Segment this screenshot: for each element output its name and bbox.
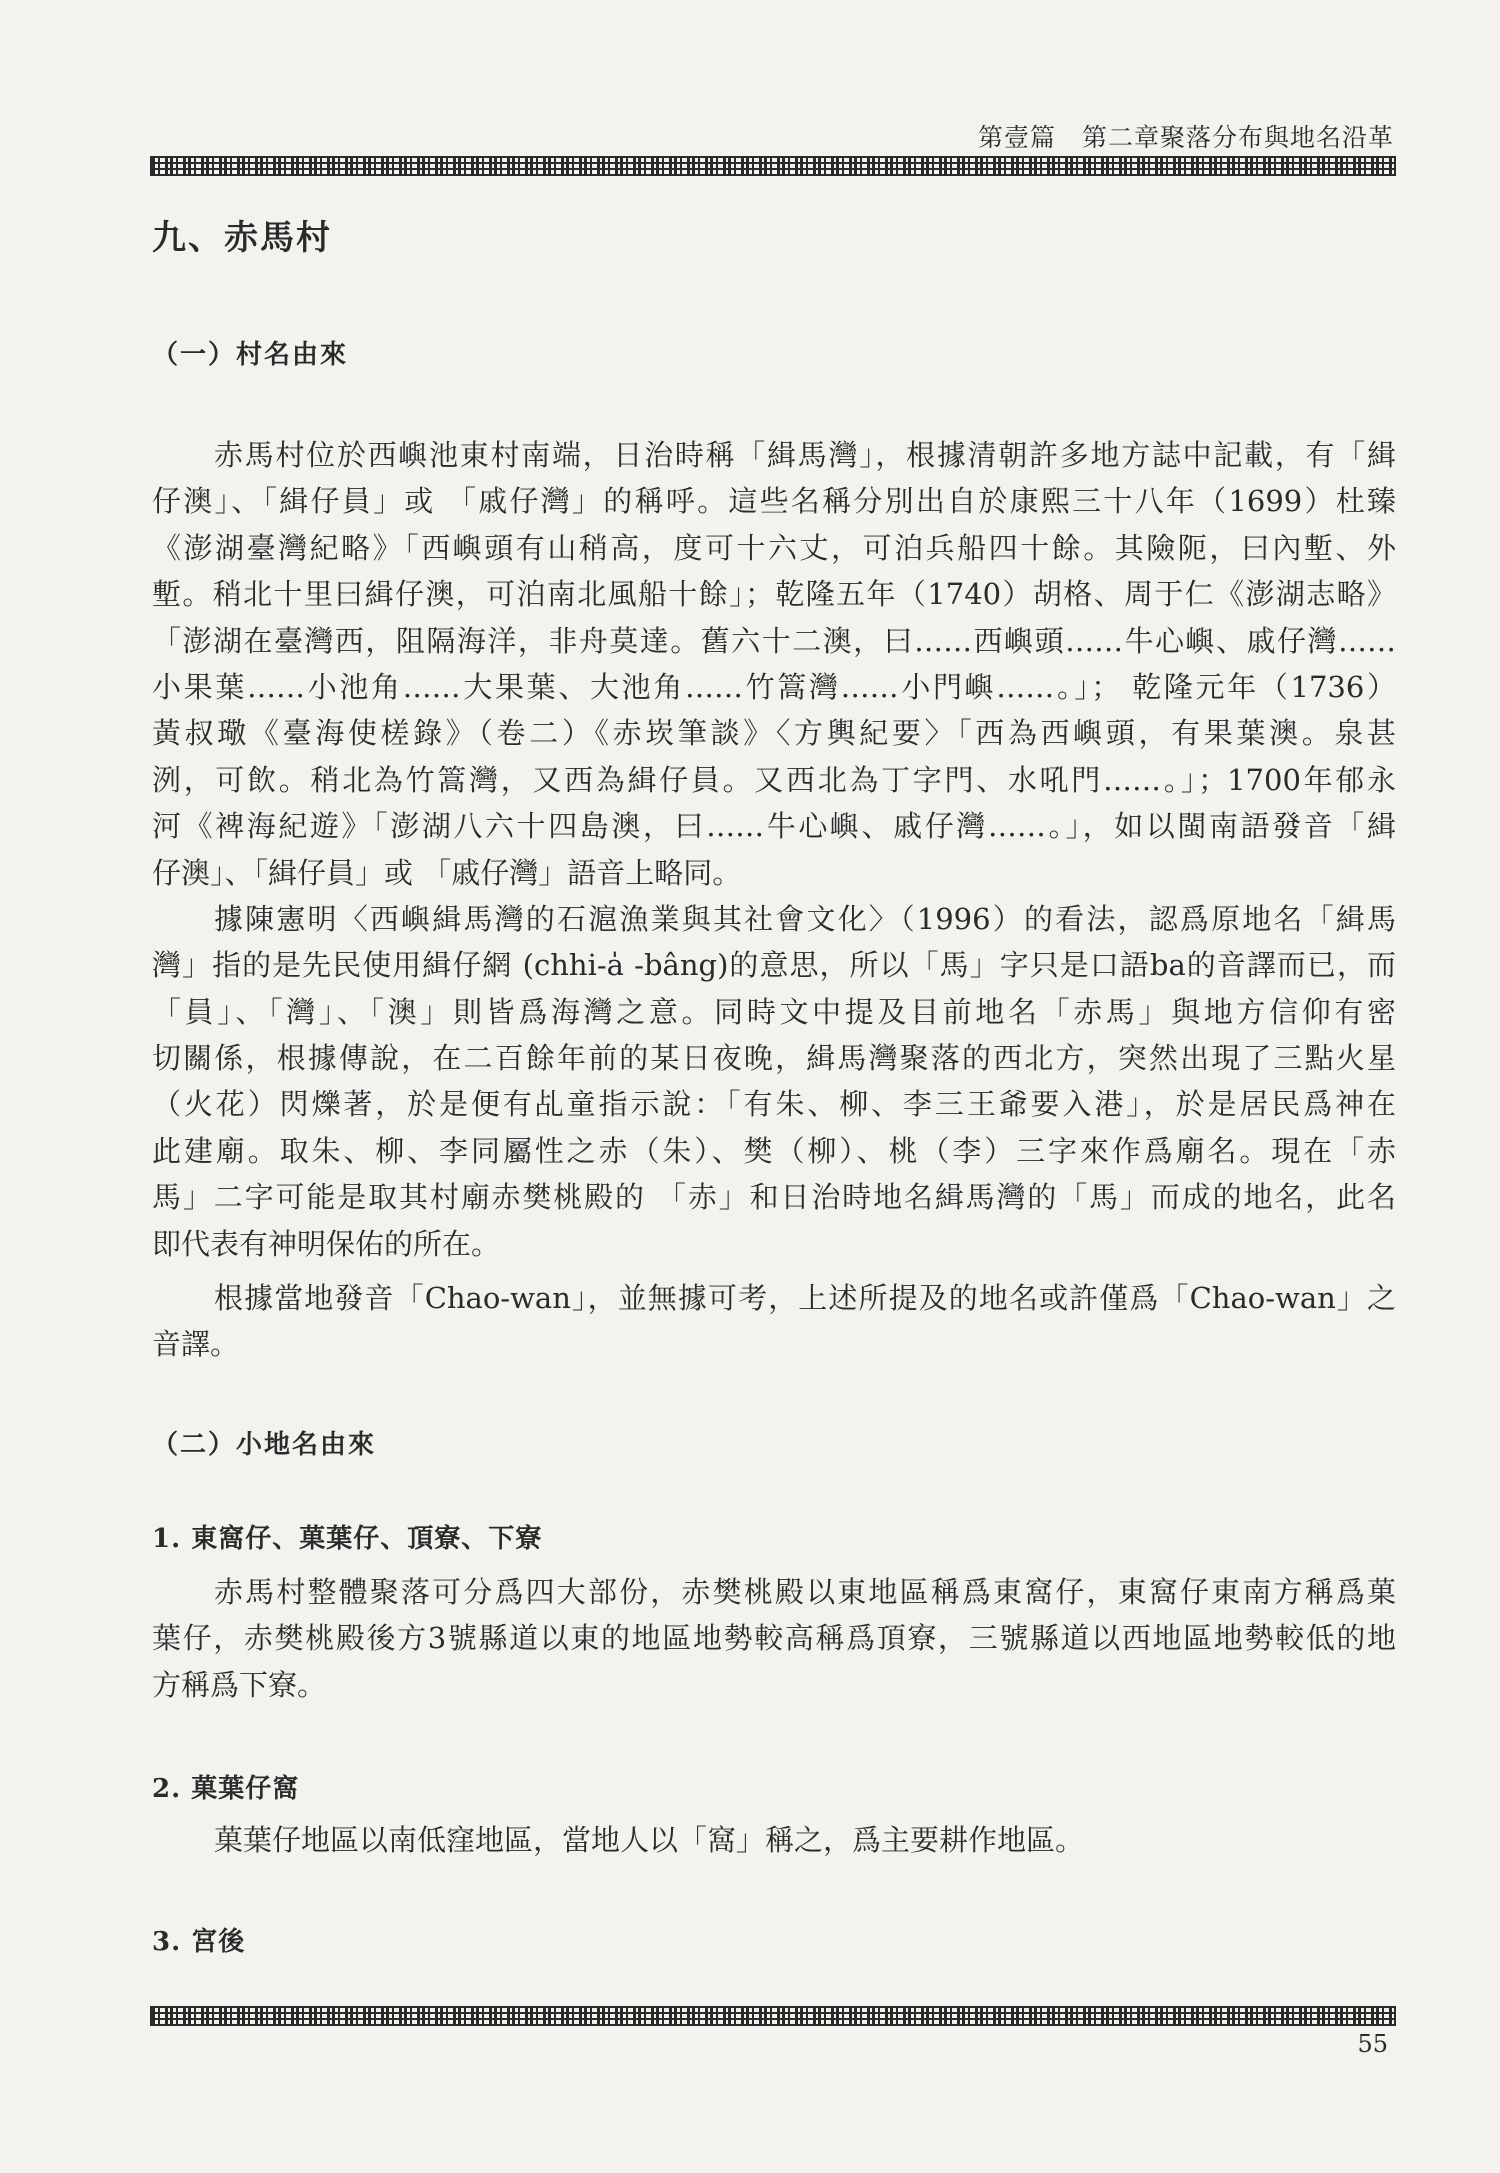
text-line: 赤馬村整體聚落可分爲四大部份，赤樊桃殿以東地區稱爲東窩仔，東窩仔東南方稱爲菓 <box>214 1575 1396 1609</box>
page-number: 55 <box>1357 2030 1388 2058</box>
text-line: 仔澳」、「緝仔員」或 「戚仔灣」語音上略同。 <box>152 855 742 890</box>
subheading-village-name-origin: （一）村名由來 <box>152 340 349 370</box>
text-line: 河《裨海紀遊》「澎湖八六十四島澳，曰……牛心嶼、戚仔灣……。」，如以閩南語發音「緝 <box>152 809 1396 844</box>
text-line: 此建廟。取朱、柳、李同屬性之赤（朱）、樊（柳）、桃（李）三字來作爲廟名。現在「赤 <box>152 1133 1396 1168</box>
item-paragraph <box>152 1569 1396 1708</box>
text-line: 據陳憲明〈西嶼緝馬灣的石滬漁業與其社會文化〉（1996）的看法，認爲原地名「緝馬 <box>214 901 1396 936</box>
text-line: 塹。稍北十里曰緝仔澳，可泊南北風船十餘」；乾隆五年（1740）胡格、周于仁《澎湖志略》 <box>152 577 1396 612</box>
greek-key-border-top <box>150 156 1396 176</box>
text-line: 馬」二字可能是取其村廟赤樊桃殿的 「赤」和日治時地名緝馬灣的「馬」而成的地名，此名 <box>152 1180 1396 1215</box>
running-head: 第壹篇 第二章聚落分布與地名沿革 <box>977 123 1394 152</box>
text-line: 洌，可飲。稍北為竹篙灣，又西為緝仔員。又西北為丁字門、水吼門……。」；1700年郁永 <box>152 762 1396 797</box>
item-heading: 2. 菓葉仔窩 <box>152 1774 300 1804</box>
paragraph-3 <box>152 1275 1396 1368</box>
text-line: 切關係，根據傳說，在二百餘年前的某日夜晚，緝馬灣聚落的西北方，突然出現了三點火星 <box>152 1041 1396 1076</box>
paragraph-1 <box>152 432 1396 1267</box>
item-heading: 3. 宮後 <box>152 1927 246 1957</box>
text-line: （火花）閃爍著，於是便有乩童指示說：「有朱、柳、李三王爺要入港」，於是居民爲神在 <box>152 1087 1396 1122</box>
text-line: 「員」、「灣」、「澳」則皆爲海灣之意。同時文中提及目前地名「赤馬」與地方信仰有密 <box>152 994 1396 1029</box>
text-line: 方稱爲下寮。 <box>152 1667 327 1702</box>
text-line: 灣」指的是先民使用緝仔網 (chhi-a̍ -bâng)的意思，所以「馬」字只是口語ba的音譯而已，而 <box>152 948 1396 983</box>
text-line: 小果葉……小池角……大果葉、大池角……竹篙灣……小門嶼……。」； 乾隆元年（1736） <box>152 669 1396 704</box>
greek-key-border-bottom <box>150 2006 1396 2026</box>
subheading-local-place-names: （二）小地名由來 <box>152 1430 377 1460</box>
text-line: 赤馬村位於西嶼池東村南端，日治時稱「緝馬灣」，根據清朝許多地方誌中記載，有「緝 <box>214 438 1396 472</box>
text-line: 仔澳」、「緝仔員」或 「戚仔灣」的稱呼。這些名稱分別出自於康熙三十八年（1699）杜臻 <box>152 484 1396 519</box>
text-line: 菓葉仔地區以南低窪地區，當地人以「窩」稱之，爲主要耕作地區。 <box>214 1823 1085 1857</box>
item-paragraph <box>152 1817 1396 1863</box>
section-title: 九、赤馬村 <box>152 218 332 258</box>
text-line: 葉仔，赤樊桃殿後方3號縣道以東的地區地勢較高稱爲頂寮，三號縣道以西地區地勢較低的地 <box>152 1621 1396 1656</box>
item-heading: 1. 東窩仔、菓葉仔、頂寮、下寮 <box>152 1524 543 1554</box>
text-line: 即代表有神明保佑的所在。 <box>152 1226 501 1261</box>
text-line: 《澎湖臺灣紀略》「西嶼頭有山稍高，度可十六丈，可泊兵船四十餘。其險阨，曰內塹、外 <box>152 530 1396 565</box>
text-line: 根據當地發音「Chao-wan」，並無據可考，上述所提及的地名或許僅爲「Chao-wan」之 <box>214 1281 1396 1315</box>
text-line: 音譯。 <box>152 1327 240 1362</box>
text-line: 黃叔璥《臺海使槎錄》（卷二）《赤崁筆談》〈方輿紀要〉「西為西嶼頭，有果葉澳。泉甚 <box>152 716 1396 751</box>
text-line: 「澎湖在臺灣西，阻隔海洋，非舟莫達。舊六十二澳，曰……西嶼頭……牛心嶼、戚仔灣…… <box>152 623 1396 658</box>
